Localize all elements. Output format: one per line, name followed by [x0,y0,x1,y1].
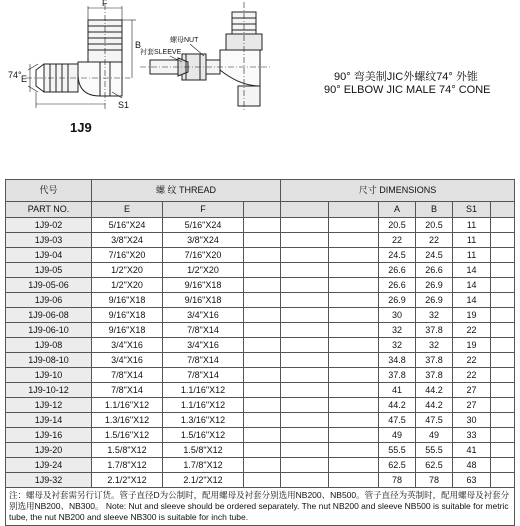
cell-part: 1J9-20 [6,443,92,458]
cell-blank [491,443,515,458]
cell-dim-s1: 22 [453,323,491,338]
cell-dim-b: 24.5 [416,248,453,263]
cell-blank [329,353,379,368]
label-f: F [102,0,108,8]
cell-dim-b: 37.8 [416,353,453,368]
cell-thread-f: 9/16"X18 [163,278,244,293]
cell-blank [491,218,515,233]
cell-thread-e: 7/8"X14 [92,368,163,383]
cell-part: 1J9-04 [6,248,92,263]
cell-blank [491,413,515,428]
cell-dim-b: 32 [416,338,453,353]
cell-dim-a: 49 [379,428,416,443]
cell-dim-s1: 22 [453,353,491,368]
cell-thread-f: 1.5/8"X12 [163,443,244,458]
cell-thread-f: 7/8"X14 [163,353,244,368]
header-blank-1 [244,202,281,218]
table-row [6,428,515,443]
cell-thread-f: 1.1/16"X12 [163,398,244,413]
cell-blank [491,398,515,413]
cell-blank [491,263,515,278]
cell-dim-b: 78 [416,473,453,488]
cell-thread-e: 1/2"X20 [92,263,163,278]
title-chinese: 90° 弯美制JIC外螺纹74° 外锥 [334,71,478,83]
cell-part: 1J9-32 [6,473,92,488]
cell-part: 1J9-16 [6,428,92,443]
cell-thread-f: 2.1/2"X12 [163,473,244,488]
cell-blank [491,233,515,248]
cell-dim-b: 55.5 [416,443,453,458]
cell-dim-a: 26.9 [379,293,416,308]
cell-blank [281,398,329,413]
table-note: 注：螺母及衬套需另行订货。管子直径D为公制时，配用螺母及衬套分别选用NB200、NB500。管子直径为英制时，配用螺母及衬套分别选用NB200、NB300。 Note: Nut and sleeve should be ordered separately. The nut NB200 and sleeve NB500 is suitable for metric tube, the nut NB200 and sleeve NB300 is suitable for inch tube. [6,488,515,526]
table-row [6,353,515,368]
cell-thread-f: 1/2"X20 [163,263,244,278]
cell-part: 1J9-14 [6,413,92,428]
cell-dim-s1: 33 [453,428,491,443]
cell-dim-a: 26.6 [379,278,416,293]
cell-thread-e: 9/16"X18 [92,293,163,308]
cell-dim-a: 32 [379,338,416,353]
label-s1: S1 [118,100,130,110]
cell-part: 1J9-08 [6,338,92,353]
cell-blank [281,413,329,428]
cell-blank [329,443,379,458]
cell-thread-e: 7/16"X20 [92,248,163,263]
cell-blank [281,353,329,368]
header-blank-4 [491,202,515,218]
cell-dim-s1: 14 [453,293,491,308]
header-part: 代号 [6,180,92,202]
cell-dim-a: 24.5 [379,248,416,263]
cell-blank [491,368,515,383]
cell-thread-e: 1/2"X20 [92,278,163,293]
table-row [6,248,515,263]
cell-thread-e: 1.3/16"X12 [92,413,163,428]
assembly-drawing [140,2,270,112]
cell-blank [329,458,379,473]
label-sleeve: 衬套SLEEVE [140,49,182,56]
cell-dim-a: 26.6 [379,263,416,278]
cell-part: 1J9-02 [6,218,92,233]
cell-dim-b: 44.2 [416,398,453,413]
cell-blank [329,263,379,278]
cell-part: 1J9-03 [6,233,92,248]
cell-part: 1J9-10-12 [6,383,92,398]
cell-blank [244,443,281,458]
cell-blank [491,428,515,443]
cell-blank [491,308,515,323]
cell-thread-e: 2.1/2"X12 [92,473,163,488]
cell-blank [244,263,281,278]
table-row [6,278,515,293]
cell-blank [491,383,515,398]
cell-dim-b: 32 [416,308,453,323]
header-b: B [416,202,453,218]
cell-part: 1J9-05 [6,263,92,278]
cell-dim-s1: 14 [453,278,491,293]
cell-thread-f: 1.7/8"X12 [163,458,244,473]
cell-blank [329,293,379,308]
cell-thread-e: 1.5/16"X12 [92,428,163,443]
table-row [6,293,515,308]
table-row [6,413,515,428]
cell-blank [491,323,515,338]
table-row [6,323,515,338]
cell-thread-f: 1.5/16"X12 [163,428,244,443]
table-row [6,308,515,323]
cell-dim-s1: 30 [453,413,491,428]
cell-blank [281,248,329,263]
cell-blank [244,473,281,488]
cell-part: 1J9-06-10 [6,323,92,338]
cell-blank [244,248,281,263]
cell-blank [491,293,515,308]
cell-thread-f: 3/4"X16 [163,338,244,353]
table-row [6,338,515,353]
cell-blank [329,278,379,293]
cell-thread-f: 1.1/16"X12 [163,383,244,398]
cell-blank [244,323,281,338]
cell-thread-e: 9/16"X18 [92,308,163,323]
cell-dim-b: 62.5 [416,458,453,473]
cell-blank [281,368,329,383]
elbow-fitting-drawing [26,4,136,110]
cell-dim-a: 44.2 [379,398,416,413]
cell-blank [329,428,379,443]
cell-blank [244,293,281,308]
cell-part: 1J9-05-06 [6,278,92,293]
cell-dim-s1: 27 [453,398,491,413]
table-row [6,473,515,488]
table-row [6,458,515,473]
label-b: B [135,40,142,50]
cell-blank [281,308,329,323]
header-f: F [163,202,244,218]
cell-blank [329,473,379,488]
cell-blank [329,308,379,323]
cell-blank [329,233,379,248]
cell-blank [281,218,329,233]
label-e: E [21,74,28,84]
cell-dim-b: 20.5 [416,218,453,233]
cell-blank [281,383,329,398]
cell-dim-s1: 19 [453,338,491,353]
cell-blank [329,218,379,233]
cell-blank [281,473,329,488]
cell-thread-f: 3/4"X16 [163,308,244,323]
cell-thread-f: 7/8"X14 [163,323,244,338]
cell-dim-s1: 63 [453,473,491,488]
cell-part: 1J9-24 [6,458,92,473]
cell-dim-b: 26.6 [416,263,453,278]
cell-dim-s1: 48 [453,458,491,473]
cell-part: 1J9-06-08 [6,308,92,323]
cell-blank [281,278,329,293]
cell-blank [491,248,515,263]
table-row [6,368,515,383]
cell-blank [244,308,281,323]
cell-dim-a: 34.8 [379,353,416,368]
cell-blank [281,428,329,443]
cell-dim-a: 47.5 [379,413,416,428]
cell-blank [329,383,379,398]
cell-blank [329,248,379,263]
cell-dim-a: 41 [379,383,416,398]
table-row [6,383,515,398]
cell-part: 1J9-12 [6,398,92,413]
cell-blank [329,323,379,338]
cell-dim-a: 37.8 [379,368,416,383]
cell-thread-f: 1.3/16"X12 [163,413,244,428]
title-english: 90° ELBOW JIC MALE 74° CONE [324,84,491,96]
cell-dim-b: 26.9 [416,293,453,308]
cell-dim-a: 62.5 [379,458,416,473]
cell-dim-a: 20.5 [379,218,416,233]
cell-thread-f: 9/16"X18 [163,293,244,308]
label-angle: 74° [8,70,22,80]
cell-blank [281,458,329,473]
cell-blank [244,218,281,233]
table-row [6,443,515,458]
cell-blank [281,233,329,248]
cell-blank [244,353,281,368]
cell-blank [244,278,281,293]
cell-blank [281,323,329,338]
part-code: 1J9 [70,120,92,135]
cell-blank [491,278,515,293]
cell-thread-e: 1.5/8"X12 [92,443,163,458]
cell-blank [329,413,379,428]
table-row [6,263,515,278]
cell-thread-e: 3/4"X16 [92,338,163,353]
cell-thread-e: 1.1/16"X12 [92,398,163,413]
cell-blank [281,443,329,458]
cell-thread-f: 5/16"X24 [163,218,244,233]
label-nut: 螺母NUT [170,37,199,44]
cell-dim-b: 44.2 [416,383,453,398]
cell-dim-b: 22 [416,233,453,248]
header-blank-3 [329,202,379,218]
cell-blank [329,398,379,413]
header-a: A [379,202,416,218]
cell-blank [244,383,281,398]
cell-dim-s1: 11 [453,248,491,263]
header-dimensions: 尺寸 DIMENSIONS [281,180,515,202]
cell-blank [281,338,329,353]
cell-dim-b: 47.5 [416,413,453,428]
cell-blank [491,353,515,368]
cell-blank [491,458,515,473]
cell-thread-e: 5/16"X24 [92,218,163,233]
cell-dim-s1: 41 [453,443,491,458]
cell-thread-e: 3/8"X24 [92,233,163,248]
cell-blank [244,458,281,473]
cell-blank [244,368,281,383]
cell-blank [244,413,281,428]
table-row [6,218,515,233]
header-part-en: PART NO. [6,202,92,218]
cell-thread-f: 7/8"X14 [163,368,244,383]
cell-dim-a: 78 [379,473,416,488]
cell-blank [329,368,379,383]
specification-table [5,179,515,526]
header-blank-2 [281,202,329,218]
cell-thread-e: 1.7/8"X12 [92,458,163,473]
cell-blank [281,293,329,308]
cell-blank [244,233,281,248]
header-s1: S1 [453,202,491,218]
cell-thread-f: 3/8"X24 [163,233,244,248]
cell-dim-b: 49 [416,428,453,443]
cell-dim-s1: 11 [453,233,491,248]
table-body [6,218,515,488]
cell-thread-e: 3/4"X16 [92,353,163,368]
cell-blank [491,338,515,353]
cell-dim-b: 26.9 [416,278,453,293]
cell-dim-a: 32 [379,323,416,338]
cell-blank [244,398,281,413]
cell-dim-s1: 14 [453,263,491,278]
cell-dim-s1: 22 [453,368,491,383]
cell-dim-a: 55.5 [379,443,416,458]
cell-thread-f: 7/16"X20 [163,248,244,263]
cell-part: 1J9-08-10 [6,353,92,368]
cell-dim-a: 22 [379,233,416,248]
cell-dim-s1: 27 [453,383,491,398]
cell-blank [281,263,329,278]
cell-thread-e: 7/8"X14 [92,383,163,398]
cell-thread-e: 9/16"X18 [92,323,163,338]
cell-dim-b: 37.8 [416,368,453,383]
table-row [6,398,515,413]
cell-blank [244,338,281,353]
header-e: E [92,202,163,218]
cell-blank [244,428,281,443]
header-thread: 螺 纹 THREAD [92,180,281,202]
cell-blank [329,338,379,353]
cell-part: 1J9-10 [6,368,92,383]
cell-dim-b: 37.8 [416,323,453,338]
cell-dim-s1: 11 [453,218,491,233]
cell-part: 1J9-06 [6,293,92,308]
cell-dim-s1: 19 [453,308,491,323]
cell-blank [491,473,515,488]
cell-dim-a: 30 [379,308,416,323]
table-row [6,233,515,248]
